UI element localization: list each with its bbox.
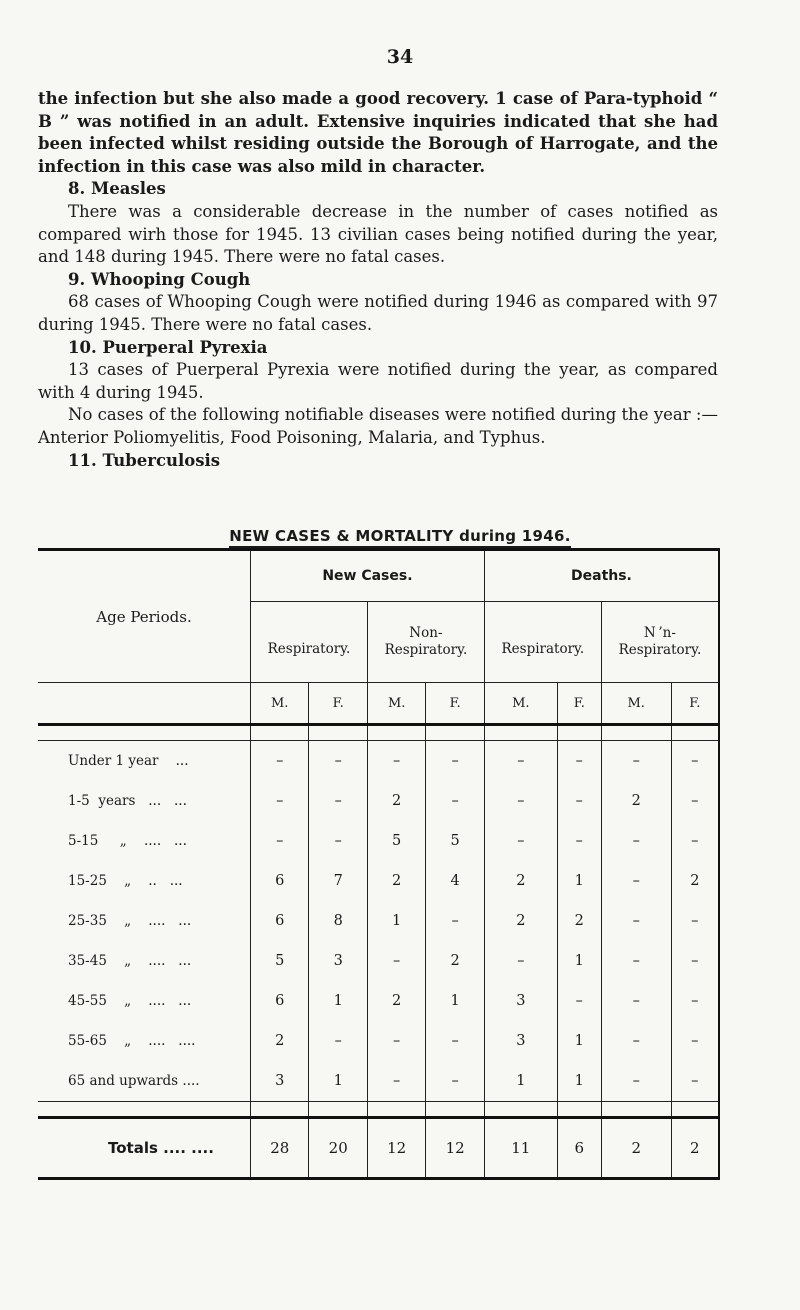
subheader-non-respiratory: Non- Respiratory. [367,602,484,683]
subheader-respiratory: Respiratory. [484,602,601,683]
table-cell: – [367,1021,425,1061]
age-period-cell: 5-15 „ .... ... [38,821,251,861]
table-cell: – [601,861,671,901]
table-cell: – [484,821,557,861]
table-cell: 1 [557,861,601,901]
table-cell: – [309,781,367,821]
table-cell: 1 [309,981,367,1021]
mortality-table [38,548,720,1180]
table-cell: 2 [557,901,601,941]
age-period-cell: 25-35 „ .... ... [38,901,251,941]
table-cell: – [601,981,671,1021]
paragraph-no-cases: No cases of the following notifiable diseases were notified during the year :— Anterior Poliomyelitis, Food Poisoning, Malaria, and Typhus. [38,405,718,447]
table-cell: – [426,901,484,941]
table-cell: 7 [309,861,367,901]
table-cell: – [426,1061,484,1102]
table-cell: – [557,781,601,821]
table-cell: – [309,1021,367,1061]
age-period-cell: 1-5 years ... ... [38,781,251,821]
age-period-cell: 65 and upwards .... [38,1061,251,1102]
table-cell: – [671,901,719,941]
table-cell: – [557,741,601,782]
table-cell: – [671,781,719,821]
table-cell: – [309,821,367,861]
age-period-cell: 45-55 „ .... ... [38,981,251,1021]
table-cell: 6 [251,981,309,1021]
total-cell: 20 [309,1118,367,1179]
table-cell: – [671,741,719,782]
table-cell: 2 [484,861,557,901]
deaths-header: Deaths. [484,550,719,602]
table-cell: – [671,821,719,861]
table-cell: – [601,741,671,782]
age-periods-header: Age Periods. [38,550,251,683]
table-cell: 6 [251,901,309,941]
table-row [38,781,719,821]
table-cell: – [484,781,557,821]
table-cell: 5 [251,941,309,981]
table-cell: 5 [367,821,425,861]
table-cell: 3 [484,981,557,1021]
table-cell: – [367,741,425,782]
table-title: NEW CASES & MORTALITY during 1946. [0,527,800,545]
table-cell: – [309,741,367,782]
table-cell: 2 [671,861,719,901]
age-period-cell: 35-45 „ .... ... [38,941,251,981]
sex-label: F. [309,683,367,725]
table-cell: – [251,781,309,821]
table-cell: – [426,1021,484,1061]
table-row [38,861,719,901]
heading-measles: 8. Measles [68,179,166,199]
table-cell: – [601,901,671,941]
table-cell: 1 [426,981,484,1021]
table-row [38,1061,719,1102]
table-cell: 2 [484,901,557,941]
paragraph-whooping-cough: 68 cases of Whooping Cough were notified during 1946 as compared with 97 during 1945. There were no fatal cases. [38,292,718,334]
paragraph-measles: There was a considerable decrease in the number of cases notified as compared wirh those for 1945. 13 civilian cases being notified during the year, and 148 during 1945. There were no fatal cases. [38,201,718,267]
table-cell: – [251,821,309,861]
new-cases-header: New Cases. [251,550,485,602]
subheader-respiratory: Respiratory. [251,602,368,683]
table-cell: – [367,1061,425,1102]
total-cell: 28 [251,1118,309,1179]
paragraph-continuation: the infection but she also made a good recovery. 1 case of Para-typhoid “ B ” was notified in an adult. Extensive inquiries indicated that she had been infected whilst residing outside the Borough of Harrogate, and the infection in this case was also mild in character. [38,89,718,176]
table-row [38,981,719,1021]
table-cell: 1 [557,941,601,981]
heading-whooping-cough: 9. Whooping Cough [68,269,251,289]
table-cell: 2 [601,781,671,821]
table-cell: 8 [309,901,367,941]
heading-tuberculosis: 11. Tuberculosis [68,450,221,470]
table-cell: – [426,741,484,782]
total-cell: 2 [601,1118,671,1179]
table-cell: 3 [309,941,367,981]
age-period-cell: Under 1 year ... [38,741,251,782]
sex-label: F. [426,683,484,725]
age-period-cell: 15-25 „ .. ... [38,861,251,901]
table-cell: 2 [367,781,425,821]
table-cell: 1 [484,1061,557,1102]
table-row [38,941,719,981]
paragraph-puerperal-pyrexia: 13 cases of Puerperal Pyrexia were notified during the year, as compared with 4 during 1945. [38,360,718,402]
subheader-non-respiratory: N ’n- Respiratory. [601,602,719,683]
total-cell: 12 [367,1118,425,1179]
heading-puerperal-pyrexia: 10. Puerperal Pyrexia [68,337,268,357]
table-row [38,1021,719,1061]
table-cell: 5 [426,821,484,861]
total-cell: 12 [426,1118,484,1179]
table-cell: 1 [309,1061,367,1102]
total-cell: 11 [484,1118,557,1179]
sex-label: M. [367,683,425,725]
table-cell: 1 [557,1061,601,1102]
sex-label: M. [251,683,309,725]
totals-row [38,1118,719,1179]
table-row [38,901,719,941]
table-cell: – [671,1021,719,1061]
page-number: 34 [386,46,414,68]
table-cell: 3 [251,1061,309,1102]
table-cell: – [601,941,671,981]
sex-label: F. [557,683,601,725]
table-cell: 2 [251,1021,309,1061]
total-cell: 6 [557,1118,601,1179]
age-spacer [38,683,251,725]
table-cell: – [557,981,601,1021]
sex-label: M. [601,683,671,725]
table-cell: – [251,741,309,782]
table-cell: – [671,981,719,1021]
table-cell: – [557,821,601,861]
totals-label: Totals .... .... [38,1118,251,1179]
table-cell: – [601,1021,671,1061]
table-cell: 3 [484,1021,557,1061]
sex-label: M. [484,683,557,725]
table-cell: – [426,781,484,821]
table-cell: – [671,1061,719,1102]
table-cell: 2 [367,981,425,1021]
table-cell: – [601,821,671,861]
table-cell: 4 [426,861,484,901]
table-cell: 1 [367,901,425,941]
total-cell: 2 [671,1118,719,1179]
table-row [38,821,719,861]
age-period-cell: 55-65 „ .... .... [38,1021,251,1061]
sex-label: F. [671,683,719,725]
table-cell: – [484,741,557,782]
table-row [38,741,719,782]
table-cell: – [601,1061,671,1102]
table-cell: 2 [426,941,484,981]
table-cell: 2 [367,861,425,901]
table-cell: – [484,941,557,981]
table-cell: – [367,941,425,981]
table-cell: 6 [251,861,309,901]
body-text [38,88,718,472]
table-cell: – [671,941,719,981]
table-cell: 1 [557,1021,601,1061]
